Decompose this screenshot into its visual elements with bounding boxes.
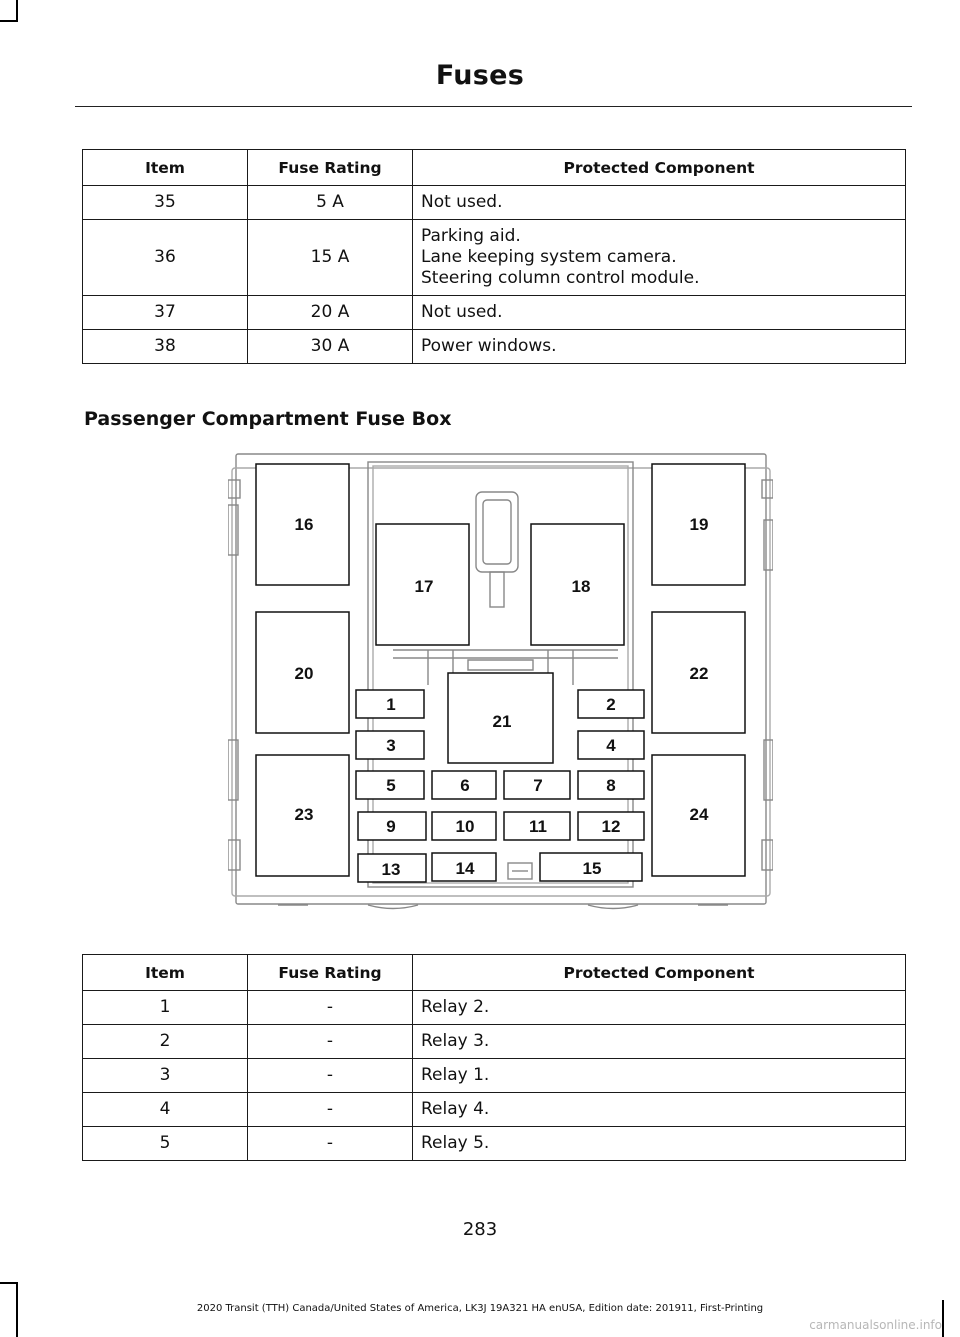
cell-component [413,186,906,220]
fuse-label: 11 [529,817,547,836]
fuse-label: 2 [606,695,616,714]
fuse-label: 4 [606,736,616,755]
cell-component [413,1127,906,1161]
cell-component [413,1059,906,1093]
section-heading: Passenger Compartment Fuse Box [84,408,452,430]
crop-mark [0,1282,18,1284]
fuse-label: 22 [689,664,709,683]
column-header-rating: Fuse Rating [248,150,413,186]
component-line: Not used. [421,192,503,212]
fuse-label: 1 [386,695,396,714]
fuse-label: 5 [386,776,396,795]
cell-item: 37 [83,296,248,330]
cell-component [413,1025,906,1059]
cell-component [413,296,906,330]
cell-item: 5 [83,1127,248,1161]
fuse-table-top [82,149,906,364]
fuse-label: 8 [606,776,616,795]
fuse-label: 12 [601,817,621,836]
fuse-label: 21 [492,712,512,731]
fuse-label: 17 [414,577,434,596]
cell-rating: - [248,1093,413,1127]
title-divider [75,106,912,107]
table-row [83,1025,906,1059]
cell-rating: 5 A [248,186,413,220]
cell-item: 3 [83,1059,248,1093]
table-header-row [83,150,906,186]
component-line: Relay 4. [421,1099,490,1119]
component-line: Relay 2. [421,997,490,1017]
fuse-label: 7 [533,776,543,795]
table-row [83,1127,906,1161]
cell-rating: 30 A [248,330,413,364]
fuse-label: 13 [381,860,401,879]
fuse-label: 3 [386,736,396,755]
table-row [83,1059,906,1093]
crop-mark [16,0,18,22]
cell-component [413,330,906,364]
fuse-label: 6 [460,776,470,795]
fuse-label: 16 [294,515,314,534]
cell-component [413,1093,906,1127]
cell-item: 35 [83,186,248,220]
fuse-label: 20 [294,664,314,683]
cell-item: 1 [83,991,248,1025]
component-line: Relay 5. [421,1133,490,1153]
fuse-table-bottom [82,954,906,1161]
cell-component [413,991,906,1025]
column-header-component: Protected Component [413,150,906,186]
fuse-label: 15 [582,859,602,878]
cell-rating: - [248,991,413,1025]
component-line: Lane keeping system camera. [421,247,677,267]
cell-rating: - [248,1127,413,1161]
table-header-row [83,955,906,991]
cell-rating: - [248,1059,413,1093]
column-header-rating: Fuse Rating [248,955,413,991]
cell-item: 38 [83,330,248,364]
component-line: Relay 1. [421,1065,490,1085]
cell-item: 36 [83,220,248,296]
cell-rating: 15 A [248,220,413,296]
table-row [83,991,906,1025]
fuse-label: 18 [571,577,591,596]
cell-component [413,220,906,296]
watermark: carmanualsonline.info [809,1318,942,1332]
cell-item: 4 [83,1093,248,1127]
table-row [83,1093,906,1127]
fuse-label: 24 [689,805,709,824]
component-line: Relay 3. [421,1031,490,1051]
component-line: Parking aid. [421,226,521,246]
table-row [83,220,906,296]
cell-rating: 20 A [248,296,413,330]
column-header-item: Item [83,150,248,186]
table-row [83,296,906,330]
fuse-label: 19 [689,515,709,534]
edition-footer: 2020 Transit (TTH) Canada/United States of America, LK3J 19A321 HA enUSA, Edition date: 201911, First-Printing [196,1303,764,1314]
component-line: Power windows. [421,336,557,356]
table-row [83,330,906,364]
page-number: 283 [462,1219,498,1240]
fuse-box-diagram [228,450,773,918]
fuse-label: 9 [386,817,396,836]
crop-mark [0,20,18,22]
component-line: Steering column control module. [421,268,700,288]
cell-item: 2 [83,1025,248,1059]
column-header-component: Protected Component [413,955,906,991]
fuse-label: 10 [455,817,475,836]
page-title: Fuses [435,60,525,91]
fuse-label: 14 [455,859,475,878]
component-line: Not used. [421,302,503,322]
table-row [83,186,906,220]
cell-rating: - [248,1025,413,1059]
fuse-label: 23 [294,805,314,824]
column-header-item: Item [83,955,248,991]
